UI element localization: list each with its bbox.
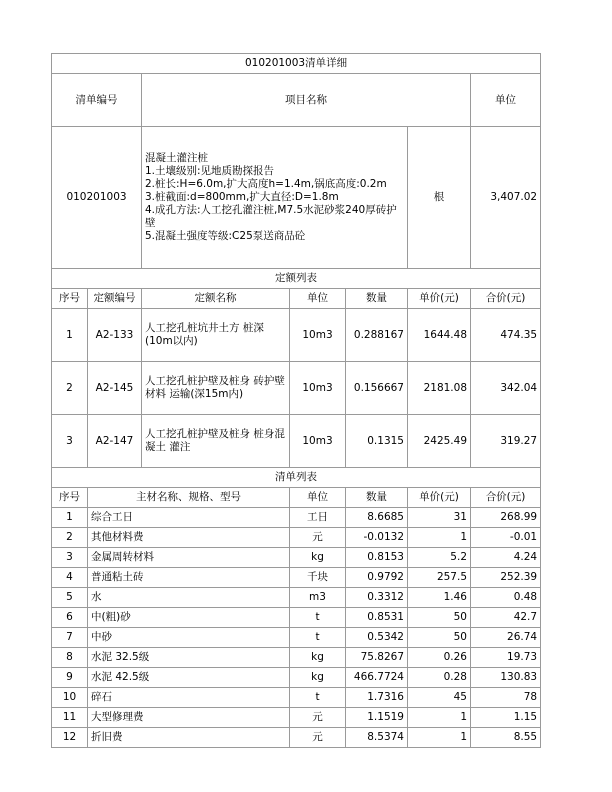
quota-header-name: 定额名称: [142, 289, 290, 309]
quota-price: 2181.08: [408, 362, 471, 415]
quota-row: [52, 415, 541, 468]
quota-unit: 10m3: [290, 362, 346, 415]
quota-header-total: 合价(元): [471, 289, 541, 309]
desc-line: 混凝土灌注桩: [145, 152, 208, 164]
material-unit: 工日: [290, 508, 346, 528]
material-unit: 元: [290, 708, 346, 728]
material-row: [52, 608, 541, 628]
material-no: 11: [52, 708, 88, 728]
material-total: 8.55: [471, 728, 541, 748]
desc-line: 2.桩长:H=6.0m,扩大高度h=1.4m,锅底高度:0.2m: [145, 178, 387, 190]
material-name: 水: [88, 588, 290, 608]
material-qty: 0.8531: [346, 608, 408, 628]
material-total: 26.74: [471, 628, 541, 648]
material-price: 50: [408, 608, 471, 628]
material-qty: 1.1519: [346, 708, 408, 728]
quota-header-unit: 单位: [290, 289, 346, 309]
material-total: 78: [471, 688, 541, 708]
material-row: [52, 568, 541, 588]
quota-total: 342.04: [471, 362, 541, 415]
material-name: 水泥 32.5级: [88, 648, 290, 668]
quota-header-price: 单价(元): [408, 289, 471, 309]
material-qty: 0.5342: [346, 628, 408, 648]
material-qty: -0.0132: [346, 528, 408, 548]
material-total: 130.83: [471, 668, 541, 688]
quota-name: 人工挖孔桩护壁及桩身 砖护壁材料 运输(深15m内): [142, 362, 290, 415]
material-no: 12: [52, 728, 88, 748]
material-unit: m3: [290, 588, 346, 608]
quota-section-title: 定额列表: [52, 269, 541, 289]
material-price: 31: [408, 508, 471, 528]
quota-total: 319.27: [471, 415, 541, 468]
material-qty: 8.5374: [346, 728, 408, 748]
material-qty: 8.6685: [346, 508, 408, 528]
material-row: [52, 648, 541, 668]
material-row: [52, 728, 541, 748]
material-unit: t: [290, 608, 346, 628]
material-name: 水泥 42.5级: [88, 668, 290, 688]
material-no: 7: [52, 628, 88, 648]
material-name: 普通粘土砖: [88, 568, 290, 588]
material-no: 10: [52, 688, 88, 708]
bill-unit-header: 单位: [471, 74, 541, 127]
quota-unit: 10m3: [290, 415, 346, 468]
material-price: 1: [408, 708, 471, 728]
bill-description: [142, 127, 408, 269]
material-row: [52, 688, 541, 708]
quota-name: 人工挖孔桩坑井土方 桩深(10m以内): [142, 309, 290, 362]
material-total: 19.73: [471, 648, 541, 668]
material-price: 0.26: [408, 648, 471, 668]
material-price: 5.2: [408, 548, 471, 568]
quota-unit: 10m3: [290, 309, 346, 362]
quota-price: 1644.48: [408, 309, 471, 362]
material-qty: 0.3312: [346, 588, 408, 608]
sheet-title: 010201003清单详细: [52, 54, 541, 74]
material-header-name: 主材名称、规格、型号: [88, 488, 290, 508]
material-no: 2: [52, 528, 88, 548]
material-unit: kg: [290, 548, 346, 568]
material-no: 6: [52, 608, 88, 628]
material-row: [52, 628, 541, 648]
desc-line: 3.桩截面:d=800mm,扩大直径:D=1.8m: [145, 191, 339, 203]
desc-line: 4.成孔方法:人工挖孔灌注桩,M7.5水泥砂浆240厚砖护壁: [145, 204, 397, 229]
material-unit: kg: [290, 668, 346, 688]
material-unit: 千块: [290, 568, 346, 588]
material-unit: 元: [290, 528, 346, 548]
material-name: 碎石: [88, 688, 290, 708]
quota-qty: 0.1315: [346, 415, 408, 468]
material-name: 中砂: [88, 628, 290, 648]
quota-code: A2-147: [88, 415, 142, 468]
material-qty: 1.7316: [346, 688, 408, 708]
material-header-qty: 数量: [346, 488, 408, 508]
material-name: 综合工日: [88, 508, 290, 528]
material-no: 9: [52, 668, 88, 688]
quota-code: A2-133: [88, 309, 142, 362]
material-total: -0.01: [471, 528, 541, 548]
material-row: [52, 588, 541, 608]
material-total: 252.39: [471, 568, 541, 588]
material-name: 中(粗)砂: [88, 608, 290, 628]
material-no: 3: [52, 548, 88, 568]
material-name: 金属周转材料: [88, 548, 290, 568]
desc-line: 5.混凝土强度等级:C25泵送商品砼: [145, 230, 306, 242]
material-price: 50: [408, 628, 471, 648]
quota-no: 2: [52, 362, 88, 415]
material-row: [52, 508, 541, 528]
material-price: 1.46: [408, 588, 471, 608]
quota-no: 3: [52, 415, 88, 468]
material-name: 折旧费: [88, 728, 290, 748]
desc-line: 1.土壤级别:见地质勘探报告: [145, 165, 275, 177]
quota-price: 2425.49: [408, 415, 471, 468]
quota-header-qty: 数量: [346, 289, 408, 309]
material-header-total: 合价(元): [471, 488, 541, 508]
quota-header-no: 序号: [52, 289, 88, 309]
material-unit: 元: [290, 728, 346, 748]
material-total: 0.48: [471, 588, 541, 608]
material-total: 268.99: [471, 508, 541, 528]
material-no: 8: [52, 648, 88, 668]
quota-header-code: 定额编号: [88, 289, 142, 309]
bill-detail-sheet: [51, 53, 540, 748]
material-total: 1.15: [471, 708, 541, 728]
material-qty: 0.9792: [346, 568, 408, 588]
material-no: 1: [52, 508, 88, 528]
material-header-price: 单价(元): [408, 488, 471, 508]
quota-name: 人工挖孔桩护壁及桩身 桩身混凝土 灌注: [142, 415, 290, 468]
material-price: 0.28: [408, 668, 471, 688]
quota-row: [52, 309, 541, 362]
material-header-no: 序号: [52, 488, 88, 508]
material-total: 4.24: [471, 548, 541, 568]
material-row: [52, 668, 541, 688]
material-price: 1: [408, 728, 471, 748]
material-row: [52, 548, 541, 568]
bill-price: 3,407.02: [471, 127, 541, 269]
quota-no: 1: [52, 309, 88, 362]
material-qty: 466.7724: [346, 668, 408, 688]
material-row: [52, 528, 541, 548]
material-name: 大型修理费: [88, 708, 290, 728]
quota-row: [52, 362, 541, 415]
material-section-title: 清单列表: [52, 468, 541, 488]
material-qty: 0.8153: [346, 548, 408, 568]
quota-code: A2-145: [88, 362, 142, 415]
material-price: 1: [408, 528, 471, 548]
bill-name-header: 项目名称: [142, 74, 471, 127]
material-total: 42.7: [471, 608, 541, 628]
material-qty: 75.8267: [346, 648, 408, 668]
bill-code: 010201003: [52, 127, 142, 269]
material-row: [52, 708, 541, 728]
quota-qty: 0.156667: [346, 362, 408, 415]
bill-code-header: 清单编号: [52, 74, 142, 127]
material-unit: kg: [290, 648, 346, 668]
bill-unit: 根: [408, 127, 471, 269]
material-header-unit: 单位: [290, 488, 346, 508]
quota-total: 474.35: [471, 309, 541, 362]
material-price: 257.5: [408, 568, 471, 588]
material-unit: t: [290, 628, 346, 648]
material-no: 5: [52, 588, 88, 608]
material-unit: t: [290, 688, 346, 708]
material-price: 45: [408, 688, 471, 708]
bill-detail-table: [51, 53, 541, 748]
quota-qty: 0.288167: [346, 309, 408, 362]
material-no: 4: [52, 568, 88, 588]
material-name: 其他材料费: [88, 528, 290, 548]
